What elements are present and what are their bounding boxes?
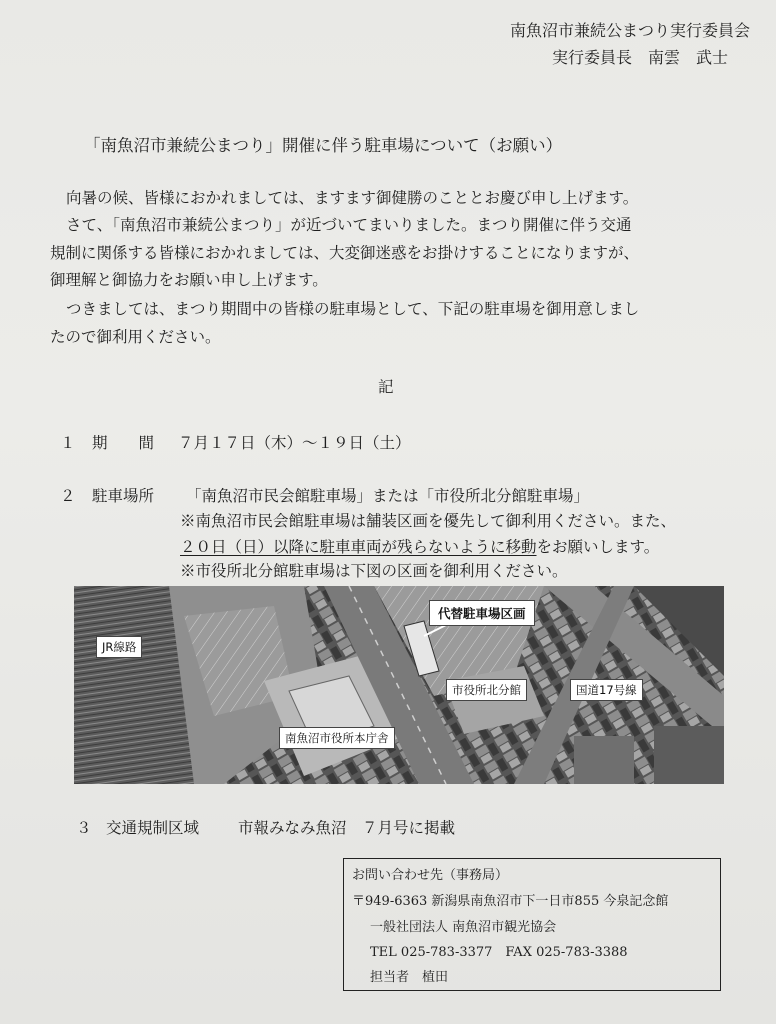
- body-line-2: さて、「南魚沼市兼続公まつり」が近づいてまいりました。まつり開催に伴う交通: [66, 216, 632, 234]
- map-label-north-annex: 市役所北分館: [446, 679, 527, 701]
- contact-person: 担当者 植田: [370, 970, 449, 985]
- map-label-city-hall: 南魚沼市役所本庁舎: [279, 727, 395, 749]
- item2-note2-rest: をお願いします。: [536, 538, 660, 556]
- aerial-photo: [74, 586, 724, 784]
- map-label-alt-parking: 代替駐車場区画: [429, 600, 535, 626]
- ki-marker: 記: [378, 378, 394, 396]
- item1-label: 期 間: [92, 434, 155, 452]
- body-line-5: つきましては、まつり期間中の皆様の駐車場として、下記の駐車場を御用意しまし: [66, 300, 640, 318]
- body-line-4: 御理解と御協力をお願い申し上げます。: [50, 271, 328, 289]
- body-line-1: 向暑の候、皆様におかれましては、ますます御健勝のこととお慶び申し上げます。: [66, 189, 639, 207]
- item2-value: 「南魚沼市民会館駐車場」または「市役所北分館駐車場」: [186, 487, 590, 505]
- body-line-6: たので御利用ください。: [50, 328, 221, 346]
- map-label-route17: 国道17号線: [570, 679, 643, 701]
- contact-tel-fax: TEL 025-783-3377 FAX 025-783-3388: [370, 945, 628, 960]
- committee-chair: 実行委員長 南雲 武士: [551, 48, 728, 67]
- item2-note1: ※南魚沼市民会館駐車場は舗装区画を優先して御利用ください。また、: [180, 512, 677, 530]
- item3-number: ３: [76, 819, 92, 837]
- item1-value: ７月１７日（木）～１９日（土）: [178, 434, 411, 452]
- item2-note2-underlined: ２０日（日）以降に駐車車両が残らないように移動: [180, 538, 537, 556]
- organizer-name: 南魚沼市兼続公まつり実行委員会: [509, 21, 750, 40]
- item2-note3: ※市役所北分館駐車場は下図の区画を御利用ください。: [180, 562, 568, 580]
- contact-organization: 一般社団法人 南魚沼市観光協会: [370, 920, 557, 935]
- body-line-3: 規制に関係する皆様におかれましては、大変御迷惑をお掛けすることになりますが、: [50, 244, 640, 262]
- item2-number: ２: [60, 487, 76, 505]
- contact-heading: お問い合わせ先（事務局）: [352, 868, 509, 883]
- item3-label: 交通規制区域: [106, 819, 200, 837]
- item3-value: 市報みなみ魚沼 ７月号に掲載: [238, 819, 456, 837]
- item2-label: 駐車場所: [92, 487, 155, 505]
- item1-number: １: [60, 434, 76, 452]
- map-label-jr-line: JR線路: [96, 636, 142, 658]
- contact-box: [343, 858, 721, 991]
- document-title: 「南魚沼市兼続公まつり」開催に伴う駐車場について（お願い）: [84, 136, 563, 155]
- contact-address: 〒949-6363 新潟県南魚沼市下一日市855 今泉記念館: [352, 894, 669, 909]
- item2-note2: [180, 535, 659, 557]
